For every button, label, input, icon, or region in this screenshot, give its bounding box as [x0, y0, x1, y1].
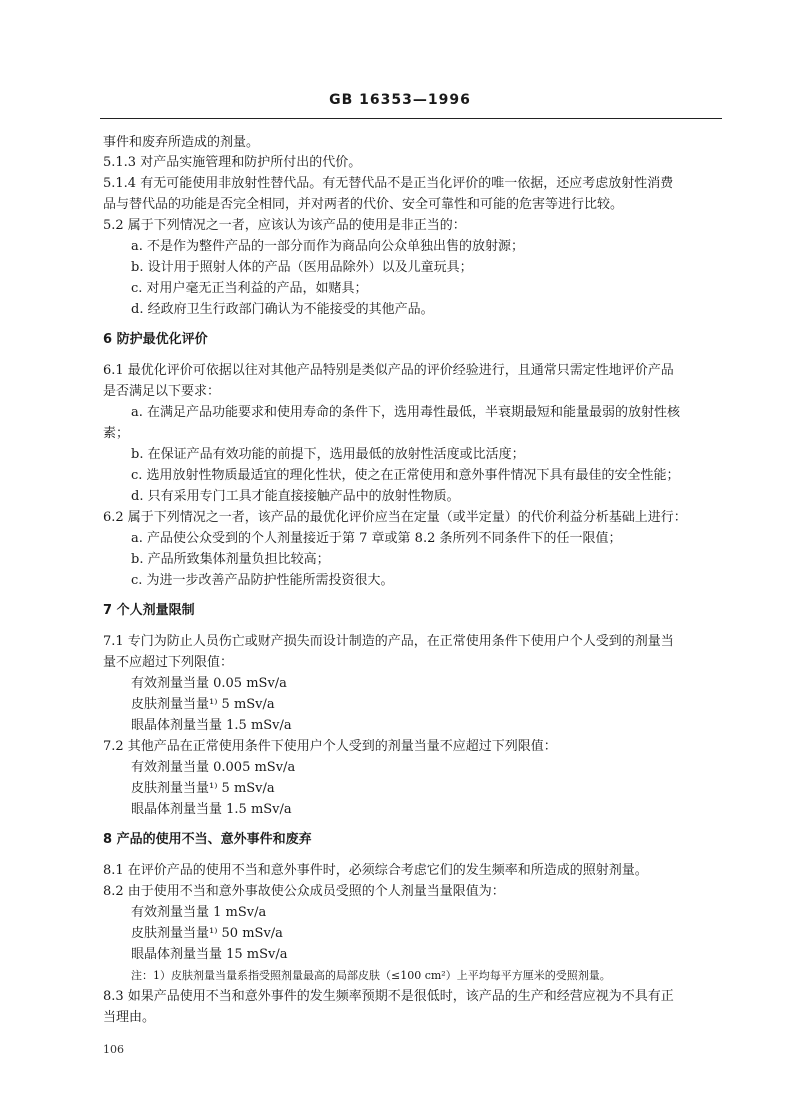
text-line: c. 为进一步改善产品防护性能所需投资很大。 [131, 573, 394, 588]
footnote: 注：1）皮肤剂量当量系指受照剂量最高的局部皮肤（≤100 cm²）上平均每平方厘米的受照剂量。 [131, 969, 611, 982]
text-line: b. 设计用于照射人体的产品（医用品除外）以及儿童玩具； [131, 260, 473, 275]
page-header-title: GB 16353—1996 [329, 92, 471, 108]
text-line: 7.2 其他产品在正常使用条件下使用户个人受到的剂量当量不应超过下列限值： [103, 739, 557, 754]
text-line: 5.1.3 对产品实施管理和防护所付出的代价。 [103, 155, 362, 170]
text-line: d. 经政府卫生行政部门确认为不能接受的其他产品。 [131, 302, 434, 317]
text-line: 有效剂量当量 0.005 mSv/a [131, 760, 296, 775]
text-line: 皮肤剂量当量¹⁾ 5 mSv/a [131, 781, 275, 796]
text-line: 眼晶体剂量当量 1.5 mSv/a [131, 718, 292, 733]
text-line: 6.1 最优化评价可依据以往对其他产品特别是类似产品的评价经验进行，且通常只需定性地评价产品 [103, 363, 674, 378]
text-line: 眼晶体剂量当量 15 mSv/a [131, 947, 288, 962]
header-divider [100, 118, 722, 119]
text-line: 有效剂量当量 1 mSv/a [131, 905, 267, 920]
section-heading: 6 防护最优化评价 [103, 332, 208, 347]
section-heading: 8 产品的使用不当、意外事件和废弃 [103, 832, 312, 847]
text-line: c. 对用户毫无正当利益的产品，如赌具； [131, 281, 368, 296]
text-line: b. 产品所致集体剂量负担比较高； [131, 552, 330, 567]
text-line: 皮肤剂量当量¹⁾ 50 mSv/a [131, 926, 283, 941]
text-line: 当理由。 [103, 1010, 156, 1025]
text-line: 品与替代品的功能是否完全相同，并对两者的代价、安全可靠性和可能的危害等进行比较。 [103, 197, 624, 212]
text-line: 皮肤剂量当量¹⁾ 5 mSv/a [131, 697, 275, 712]
text-line: a. 不是作为整件产品的一部分而作为商品向公众单独出售的放射源； [131, 239, 525, 254]
text-line: 8.3 如果产品使用不当和意外事件的发生频率预期不是很低时，该产品的生产和经营应视为不具有正 [103, 989, 674, 1004]
text-line: a. 在满足产品功能要求和使用寿命的条件下，选用毒性最低，半衰期最短和能量最弱的放射性核 [131, 405, 681, 420]
text-line: 8.2 由于使用不当和意外事故使公众成员受照的个人剂量当量限值为： [103, 884, 505, 899]
text-line: 5.2 属于下列情况之一者，应该认为该产品的使用是非正当的： [103, 218, 466, 233]
text-line: 眼晶体剂量当量 1.5 mSv/a [131, 802, 292, 817]
text-line: 素； [103, 426, 130, 441]
text-line: 有效剂量当量 0.05 mSv/a [131, 676, 287, 691]
page-number: 106 [103, 1043, 124, 1056]
section-heading: 7 个人剂量限制 [103, 603, 195, 618]
text-line: a. 产品使公众受到的个人剂量接近于第 7 章或第 8.2 条所列不同条件下的任一限值； [131, 531, 622, 546]
text-line: 事件和废弃所造成的剂量。 [103, 135, 260, 150]
text-line: 8.1 在评价产品的使用不当和意外事件时，必须综合考虑它们的发生频率和所造成的照射剂量。 [103, 863, 648, 878]
text-line: 是否满足以下要求： [103, 384, 221, 399]
text-line: d. 只有采用专门工具才能直接接触产品中的放射性物质。 [131, 489, 460, 504]
text-line: 5.1.4 有无可能使用非放射性替代品。有无替代品不是正当化评价的唯一依据，还应考虑放射性消费 [103, 176, 674, 191]
text-line: 量不应超过下列限值： [103, 655, 234, 670]
text-line: c. 选用放射性物质最适宜的理化性状，使之在正常使用和意外事件情况下具有最佳的安全性能； [131, 468, 680, 483]
text-line: b. 在保证产品有效功能的前提下，选用最低的放射性活度或比活度； [131, 447, 525, 462]
text-line: 6.2 属于下列情况之一者，该产品的最优化评价应当在定量（或半定量）的代价利益分析基础上进行： [103, 510, 687, 525]
text-line: 7.1 专门为防止人员伤亡或财产损失而设计制造的产品，在正常使用条件下使用户个人受到的剂量当 [103, 634, 674, 649]
